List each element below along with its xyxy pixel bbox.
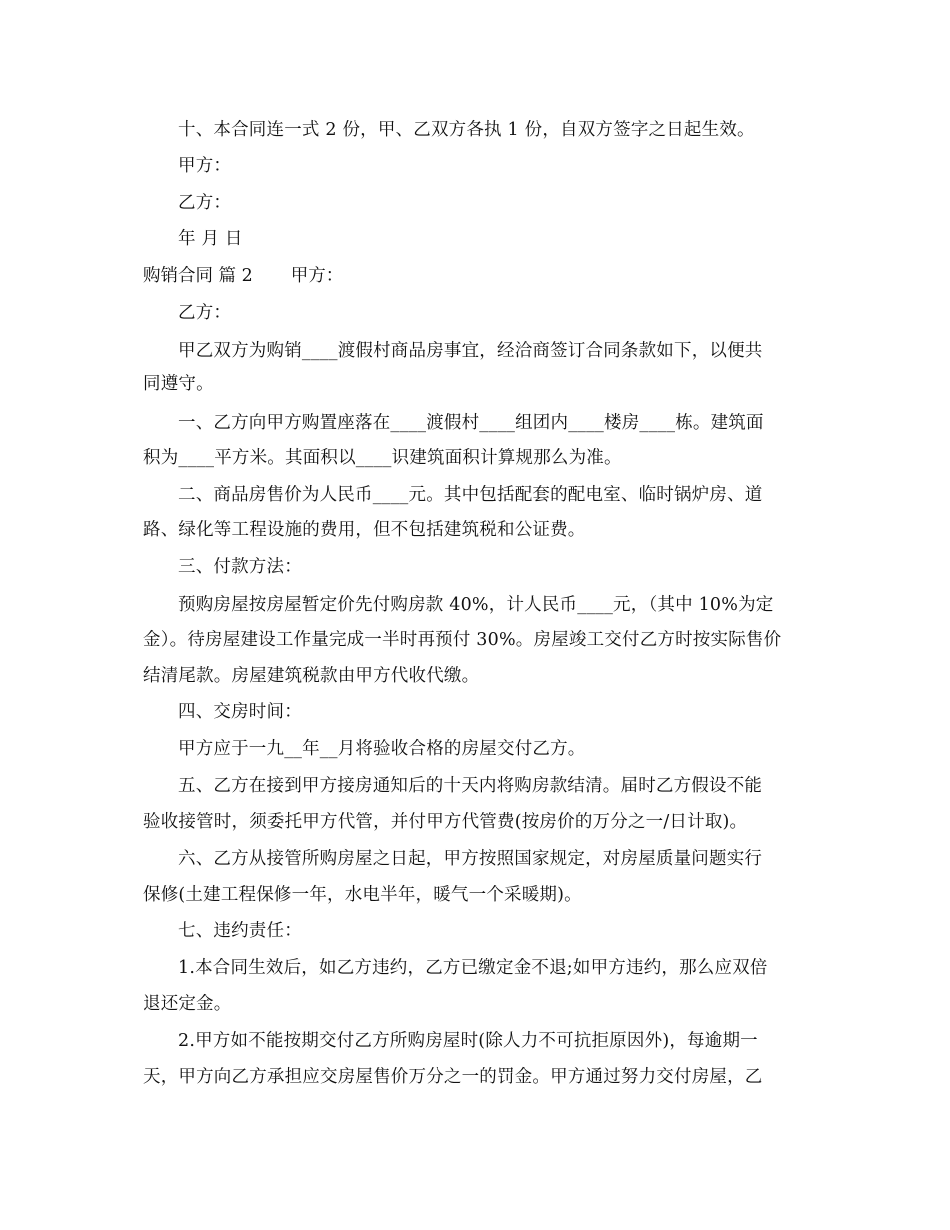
section-title: 购销合同 篇 2	[143, 266, 253, 286]
date-line: 年 月 日	[178, 229, 243, 249]
section-party-a: 甲方：	[290, 266, 344, 286]
clause-three-heading: 三、付款方法：	[178, 557, 302, 577]
clause-five-line-2: 验收接管时，须委托甲方代管，并付甲方代管费(按房价的万分之一/日计取)。	[143, 812, 748, 832]
preamble-line-2: 同遵守。	[143, 374, 214, 394]
clause-four-line-1: 甲方应于一九__年__月将验收合格的房屋交付乙方。	[178, 739, 586, 759]
clause-five-line-1: 五、乙方在接到甲方接房通知后的十天内将购房款结清。届时乙方假设不能	[178, 776, 763, 796]
party-b-label-2: 乙方：	[178, 303, 232, 323]
clause-one-line-1: 一、乙方向甲方购置座落在____渡假村____组团内____楼房____栋。建筑面	[178, 413, 764, 433]
clause-ten: 十、本合同连一式 2 份，甲、乙双方各执 1 份，自双方签字之日起生效。	[178, 120, 755, 140]
clause-two-line-1: 二、商品房售价为人民币____元。其中包括配套的配电室、临时锅炉房、道	[178, 485, 763, 505]
clause-seven-heading: 七、违约责任：	[178, 921, 302, 941]
clause-four-heading: 四、交房时间：	[178, 702, 302, 722]
section-heading	[143, 265, 823, 287]
party-b-label: 乙方：	[178, 193, 232, 213]
clause-six-line-1: 六、乙方从接管所购房屋之日起，甲方按照国家规定，对房屋质量问题实行	[178, 849, 763, 869]
clause-seven-item-1-line-2: 退还定金。	[143, 994, 232, 1014]
clause-three-line-1: 预购房屋按房屋暂定价先付购房款 40%，计人民币____元，（其中 10%为定	[178, 595, 774, 615]
clause-two-line-2: 路、绿化等工程设施的费用，但不包括建筑税和公证费。	[143, 520, 586, 540]
clause-three-line-3: 结清尾款。房屋建筑税款由甲方代收代缴。	[143, 666, 480, 686]
clause-six-line-2: 保修(土建工程保修一年，水电半年，暖气一个采暖期)。	[143, 885, 582, 905]
clause-seven-item-2-line-2: 天，甲方向乙方承担应交房屋售价万分之一的罚金。甲方通过努力交付房屋，乙	[143, 1067, 763, 1087]
party-a-label: 甲方：	[178, 156, 232, 176]
clause-three-line-2: 金）。待房屋建设工作量完成一半时再预付 30%。房屋竣工交付乙方时按实际售价	[143, 630, 782, 650]
preamble-line-1: 甲乙双方为购销____渡假村商品房事宜，经洽商签订合同条款如下，以便共	[178, 341, 763, 361]
clause-seven-item-1-line-1: 1.本合同生效后，如乙方违约，乙方已缴定金不退;如甲方违约，那么应双倍	[178, 958, 768, 978]
clause-seven-item-2-line-1: 2.甲方如不能按期交付乙方所购房屋时(除人力不可抗拒原因外)，每逾期一	[178, 1031, 758, 1051]
clause-one-line-2: 积为____平方米。其面积以____识建筑面积计算规那么为准。	[143, 448, 622, 468]
